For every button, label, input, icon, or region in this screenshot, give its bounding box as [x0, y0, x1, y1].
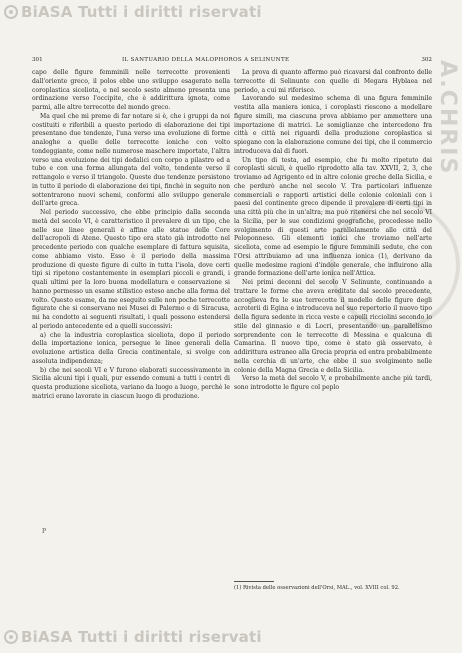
paragraph: Un tipo di testa, ad esempio, che fu molto ripetuto dai coroplasti siculi, è quello riprodotto alla tav. XXVII, 2, 3, che troviamo ad Agrigento ed in altre colonie greche della Sicilia, e che perdurò anche nel secolo V. Tra particolari influenze commerciali e rapporti artistici delle colonie coloniali con i paesi del continente greco dipende il prevalere di certi tipi in una città più che in un'altra; ma può ritenersi che nel secolo VI la Sicilia, per le sue condizioni geografiche, procedesse nello svolgimento di questi arte parallelamente alle città del Peloponneso. Gli elementi ionici che troviamo nell'arte siceliota, come ad esempio le figure femminili sedute, che con l'Orsi attribuiamo ad una influenza ionica (1), derivano da quelle medesime ragioni d'indole generale, che influirono alla grande formazione dell'arte ionica nell'Attica.	[234, 156, 432, 278]
watermark-banner-bottom	[4, 628, 262, 646]
paragraph: Ma quel che mi preme di far notare si è, che i gruppi da noi costituiti e riferibili a questo periodo di elaborazione dei tipi presentano due tendenze, l'una verso una evoluzione di forme analoghe a quelle delle terrecotte ioniche con volto tondeggiante, come nelle numerose maschere importate, l'altra verso una evoluzione dei tipi dedalici con corpo a pilastro ed a tubo e con una forma allungata del volto, tendente verso il rettangolo e verso il triangolo. Queste due tendenze persistono in tutto il periodo di elaborazione dei tipi, finchè in seguito non sottentrarono nuovi schemi, conformi allo sviluppo generale dell'arte greca.	[32, 112, 230, 208]
footnote: (1) Rivista delle osservazioni dell'Orsi, MAL., vol. XVIII col. 92.	[234, 585, 400, 591]
footnote-rule	[234, 581, 274, 582]
paragraph: b) che nei secoli VI e V furono elaborati successivamente in Sicilia alcuni tipi i quali, pur essendo comuni a tutti i centri di questa produzione siceliota, variano da luogo a luogo, perchè le matrici erano lavorate in ciascun luogo di produzione.	[32, 366, 230, 400]
paragraph: capo delle figure femminili nelle terrecotte provenienti dall'oriente greco, il polos ebbe uno sviluppo esagerato nella coroplastica siceliota, e nel secolo sesto almeno presenta una ordinazione verso l'occipite, che è addirittura ignota, come parmi, alle altre terrecotte del mondo greco.	[32, 69, 230, 111]
left-column	[32, 69, 230, 402]
paragraph: Lavorando sul medesimo schema di una figura femminile vestita alla maniera ionica, i coroplasti riescono a modellare figure simili, ma ciascuna prova abbiamo per ammettere una importazione di matrici. Le somiglianze che intercedono fra città e città nei riguardi della produzione coroplastica si spiegano con la elaborazione comune dei tipi, che il commercio introduceva dal di fuori.	[234, 95, 432, 155]
paragraph: Nei primi decenni del secolo V Selinunte, continuando a trattare le forme che aveva ereditate dal secolo precedente, accoglieva fra le sue terrecotte il modello delle figure degli acroterii di Egina e introduceva nel suo repertorio il nuovo tipo della figura sedente in ricca veste e capelli ricciolini secondo lo stile del ginnasio e di Locri, presentando un parallelismo sorprendente con le terrecotte di Messina e qualcuna di Camarina. Il nuovo tipo, come è stato già osservato, è addirittura estraneo alla Grecia propria ed entra probabilmente nella cerchia di un'arte, che ebbe il suo svolgimento nelle colonie della Magna Grecia e della Sicilia.	[234, 279, 432, 374]
page-number-left: 301	[32, 57, 43, 63]
biasa-logo-icon	[4, 5, 18, 19]
right-column	[234, 69, 432, 393]
paragraph: a) che la industria coroplastica siceliota, dopo il periodo della importazione ionica, persegue le linee generali della evoluzione artistica della Grecia continentale, si svolge con assoluta indipendenza;	[32, 331, 230, 365]
watermark-text: BiASA Tutti i diritti riservati	[21, 628, 262, 646]
watermark-text: BiASA Tutti i diritti riservati	[21, 3, 262, 21]
paragraph: Verso la metà del secolo V, e probabilmente anche più tardi, sono introdotte le figure col peplo	[234, 375, 432, 391]
running-head	[32, 55, 432, 65]
biasa-logo-icon	[4, 630, 18, 644]
paragraph: Nel periodo successivo, che ebbe principio dalla seconda metà del secolo VI, è caratteristico il prevalere di un tipo, che nelle sue linee generali è affine alle statue delle Core dell'acropoli di Atene. Questo tipo era stato già introdotto nel precedente periodo con qualche esemplare di fattura squisita, come abbiamo visto. Esso è il periodo della massima produzione di queste figure di culto in tutta l'isola, dove certi tipi si ripetono costantemente in esemplari piccoli e grandi, i quali ultimi per la loro buona modellatura e conservazione si hanno permesso un esame stilistico esteso anche alla forma del volto. Questo esame, da me eseguito sulle non poche terrecotte figurate che si conservano nei Musei di Palermo e di Siracusa, mi ha condotto ai seguenti risultati, i quali possono estendersi al periodo antecedente ed a quelli successivi:	[32, 209, 230, 330]
paragraph: La prova di quanto affermo può ricavarsi dal confronto delle terrecotte di Selinunte con quelle di Megara Hyblaea nel periodo, a cui mi riferisco.	[234, 69, 432, 94]
library-stamp-text: A.CHRIS	[435, 60, 460, 176]
watermark-banner-top	[4, 3, 262, 21]
page-mark: P	[42, 528, 47, 535]
running-title: IL SANTUARIO DELLA MALOPHOROS A SELINUNTE	[122, 57, 290, 63]
page-number-right: 302	[421, 57, 432, 63]
